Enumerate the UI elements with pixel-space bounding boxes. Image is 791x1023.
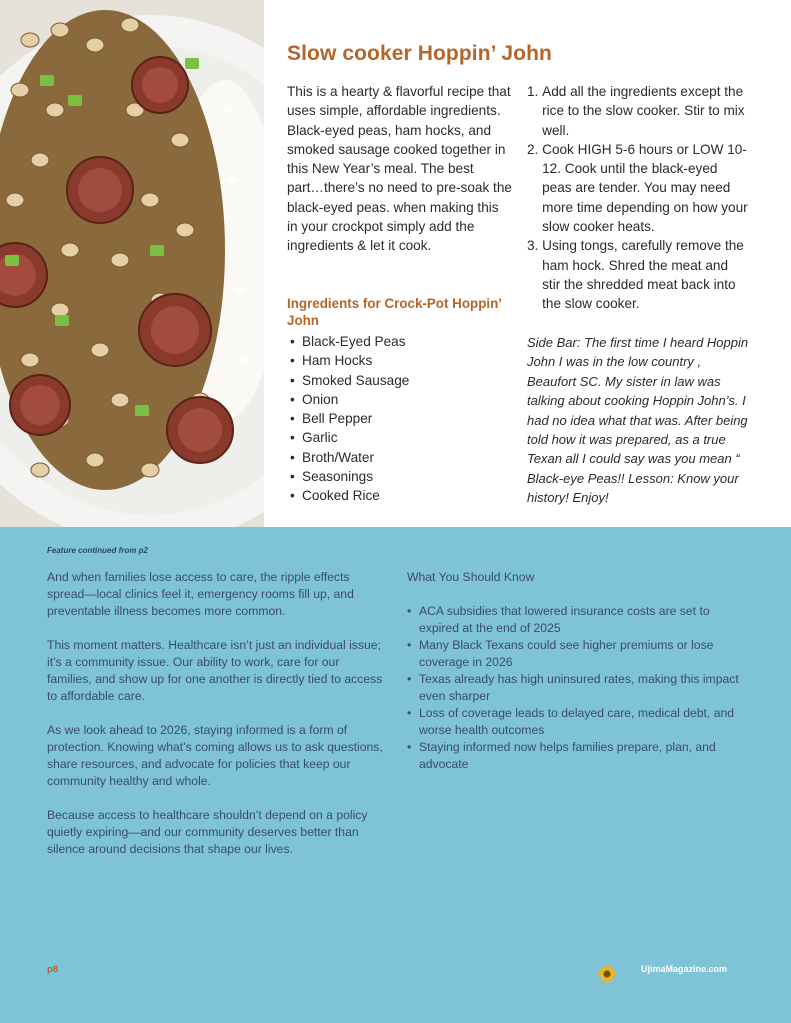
step-text: Add all the ingredients except the rice to the slow cooker. Stir to mix well.	[542, 84, 745, 138]
hoppin-john-photo	[0, 0, 264, 527]
recipe-step	[527, 236, 749, 313]
recipe-intro: This is a hearty & flavorful recipe that uses simple, affordable ingredients. Black-eyed peas, ham hocks, and smoked sausage cooked together in this New Year’s meal. The best part…there’s no need to pre-soak the black-eyed peas. when making this in your crockpot simply add the ingredients & let it cook.	[287, 84, 512, 254]
list-item: • Broth/Water	[290, 448, 409, 467]
list-item: • Onion	[290, 390, 409, 409]
list-item-text: Loss of coverage leads to delayed care, medical debt, and worse health outcomes	[419, 706, 735, 737]
recipe-step	[527, 82, 749, 140]
list-item: • Ham Hocks	[290, 351, 409, 370]
list-item: • Seasonings	[290, 467, 409, 486]
feature-paragraph: This moment matters. Healthcare isn’t just an individual issue; it’s a community issue. Our ability to work, care for our families, and show up for one another is directly tied to access to affordable care.	[47, 638, 383, 703]
ingredients-heading: Ingredients for Crock-Pot Hoppin’ John	[287, 296, 502, 328]
feature-paragraph: Because access to healthcare shouldn’t depend on a policy quietly expiring—and our community deserves better than silence around decisions that shape our lives.	[47, 808, 368, 856]
list-item: • Smoked Sausage	[290, 371, 409, 390]
step-text: Cook HIGH 5-6 hours or LOW 10-12. Cook until the black-eyed peas are tender. You may need more time depending on how your slow cooker heats.	[542, 141, 748, 235]
list-item: • Garlic	[290, 428, 409, 447]
what-you-should-know-title: What You Should Know	[407, 570, 535, 584]
list-item-text: Staying informed now helps families prepare, plan, and advocate	[419, 740, 716, 771]
recipe-title: Slow cooker Hoppin’ John	[287, 42, 552, 65]
step-number: 3.	[527, 238, 543, 254]
feature-paragraph: As we look ahead to 2026, staying informed is a form of protection. Knowing what’s coming allows us to ask questions, share resources, and advocate for policies that keep our community healthy and whole.	[47, 723, 383, 788]
bullet: •	[407, 672, 412, 686]
list-item	[407, 705, 747, 739]
list-item	[407, 671, 747, 705]
list-item-text: Texas already has high uninsured rates, making this impact even sharper	[419, 672, 739, 703]
recipe-step	[527, 140, 749, 236]
recipe-steps	[527, 82, 749, 314]
step-text: Using tongs, carefully remove the ham hock. Shred the meat and stir the shredded meat back into the slow cooker.	[542, 238, 744, 312]
step-number: 1.	[527, 84, 543, 99]
bullet: •	[407, 740, 412, 754]
bullet: •	[407, 638, 412, 652]
list-item	[407, 603, 747, 637]
page-number: p8	[47, 964, 59, 975]
know-list	[407, 603, 747, 773]
list-item	[407, 739, 747, 773]
feature-body	[47, 569, 387, 875]
bullet: •	[407, 604, 412, 618]
list-item: • Black-Eyed Peas	[290, 332, 409, 351]
list-item-text: ACA subsidies that lowered insurance costs are set to expired at the end of 2025	[419, 604, 710, 635]
list-item: • Bell Pepper	[290, 409, 409, 428]
bullet: •	[407, 706, 412, 720]
list-item-text: Many Black Texans could see higher premiums or lose coverage in 2026	[419, 638, 714, 669]
continued-label: Feature continued from p2	[47, 546, 148, 555]
ingredients-list	[290, 332, 409, 506]
side-bar-note: Side Bar: The first time I heard Hoppin John I was in the low country , Beaufort SC. My sister in law was talking about cooking Hoppin John’s. I had no idea what that was. After being told how it was prepared, as a true Texan all I could say was you mean “ Black-eye Peas!! Lesson: Know your history! Enjoy!	[527, 335, 749, 506]
list-item	[407, 637, 747, 671]
feature-paragraph: And when families lose access to care, the ripple effects spread—local clinics feel it, emergency rooms fill up, and preventable illness becomes more common.	[47, 570, 354, 618]
list-item: • Cooked Rice	[290, 486, 409, 505]
website-link[interactable]: UjimaMagazine.com	[641, 964, 728, 974]
step-number: 2.	[527, 141, 543, 157]
sunflower-icon	[598, 965, 616, 983]
